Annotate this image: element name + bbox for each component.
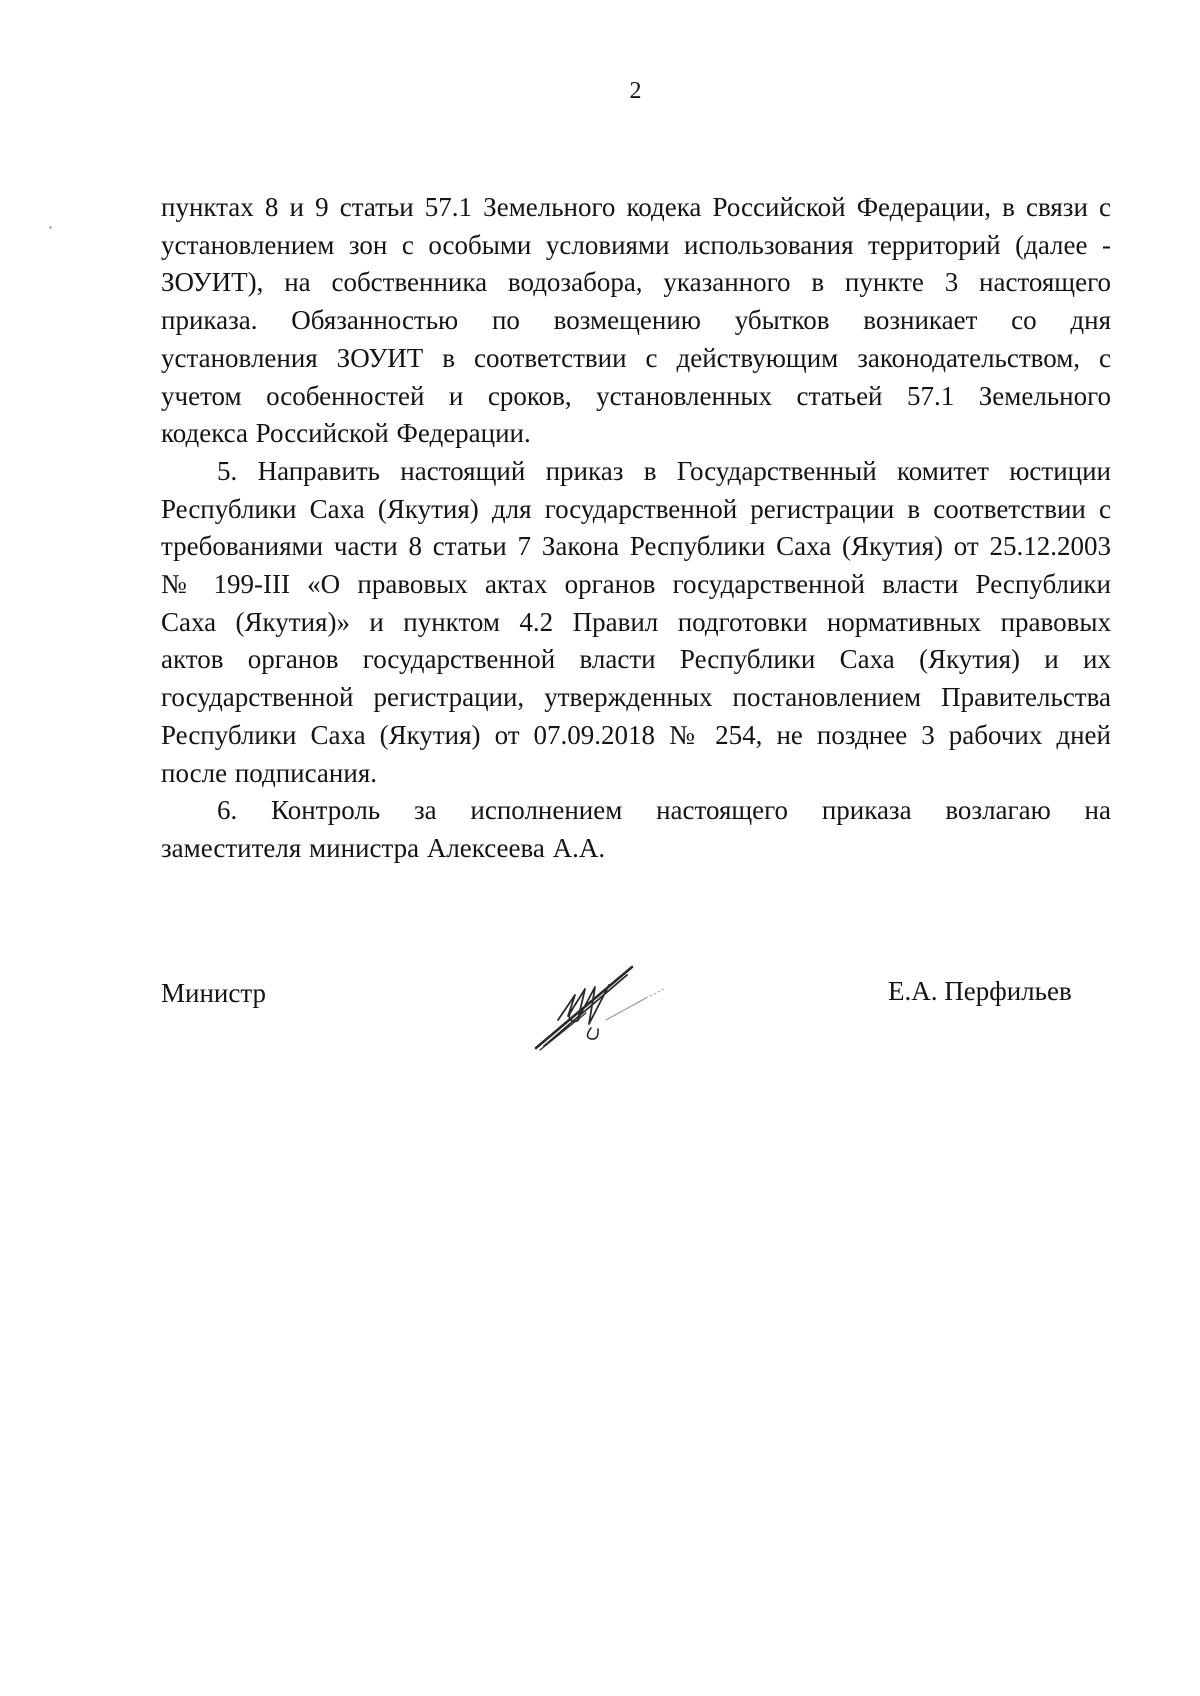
text-line: актов органов государственной власти Республики Саха (Якутия) и их xyxy=(161,644,1111,675)
page-number: 2 xyxy=(629,78,643,104)
text-line: учетом особенностей и сроков, установленных статьей 57.1 Земельного xyxy=(161,380,1111,411)
text-line: требованиями части 8 статьи 7 Закона Республики Саха (Якутия) от 25.12.2003 xyxy=(161,531,1111,562)
paragraph-5 xyxy=(161,453,1111,792)
text-line: после подписания. xyxy=(161,757,377,788)
text-line: № 199-III «О правовых актах органов государственной власти Республики xyxy=(161,569,1111,600)
handwritten-signature-icon xyxy=(528,958,673,1058)
scan-artifact-dot xyxy=(49,226,52,229)
text-line: Саха (Якутия)» и пунктом 4.2 Правил подготовки нормативных правовых xyxy=(161,606,1111,637)
text-line: приказа. Обязанностью по возмещению убытков возникает со дня xyxy=(161,305,1111,336)
text-line: Республики Саха (Якутия) для государственной регистрации в соответствии с xyxy=(161,493,1111,524)
signer-role: Министр xyxy=(161,978,266,1008)
text-line: государственной регистрации, утвержденных постановлением Правительства xyxy=(161,682,1111,713)
text-line: пунктах 8 и 9 статьи 57.1 Земельного кодека Российской Федерации, в связи с xyxy=(161,192,1111,222)
text-line: установления ЗОУИТ в соответствии с действующим законодательством, с xyxy=(161,342,1111,373)
signer-name: Е.А. Перфильев xyxy=(888,976,1072,1006)
text-line: Республики Саха (Якутия) от 07.09.2018 № 254, не позднее 3 рабочих дней xyxy=(161,719,1111,750)
text-line: 5. Направить настоящий приказ в Государственный комитет юстиции xyxy=(217,455,1111,486)
text-line: установлением зон с особыми условиями использования территорий (далее - xyxy=(161,229,1111,260)
text-line: ЗОУИТ), на собственника водозабора, указанного в пункте 3 настоящего xyxy=(161,267,1111,298)
paragraph-6 xyxy=(161,792,1111,867)
document-body xyxy=(161,189,1111,868)
text-line: 6. Контроль за исполнением настоящего приказа возлагаю на xyxy=(217,795,1111,826)
paragraph-4-continuation xyxy=(161,189,1111,453)
text-line: кодекса Российской Федерации. xyxy=(161,418,531,449)
text-line: заместителя министра Алексеева А.А. xyxy=(161,832,606,863)
